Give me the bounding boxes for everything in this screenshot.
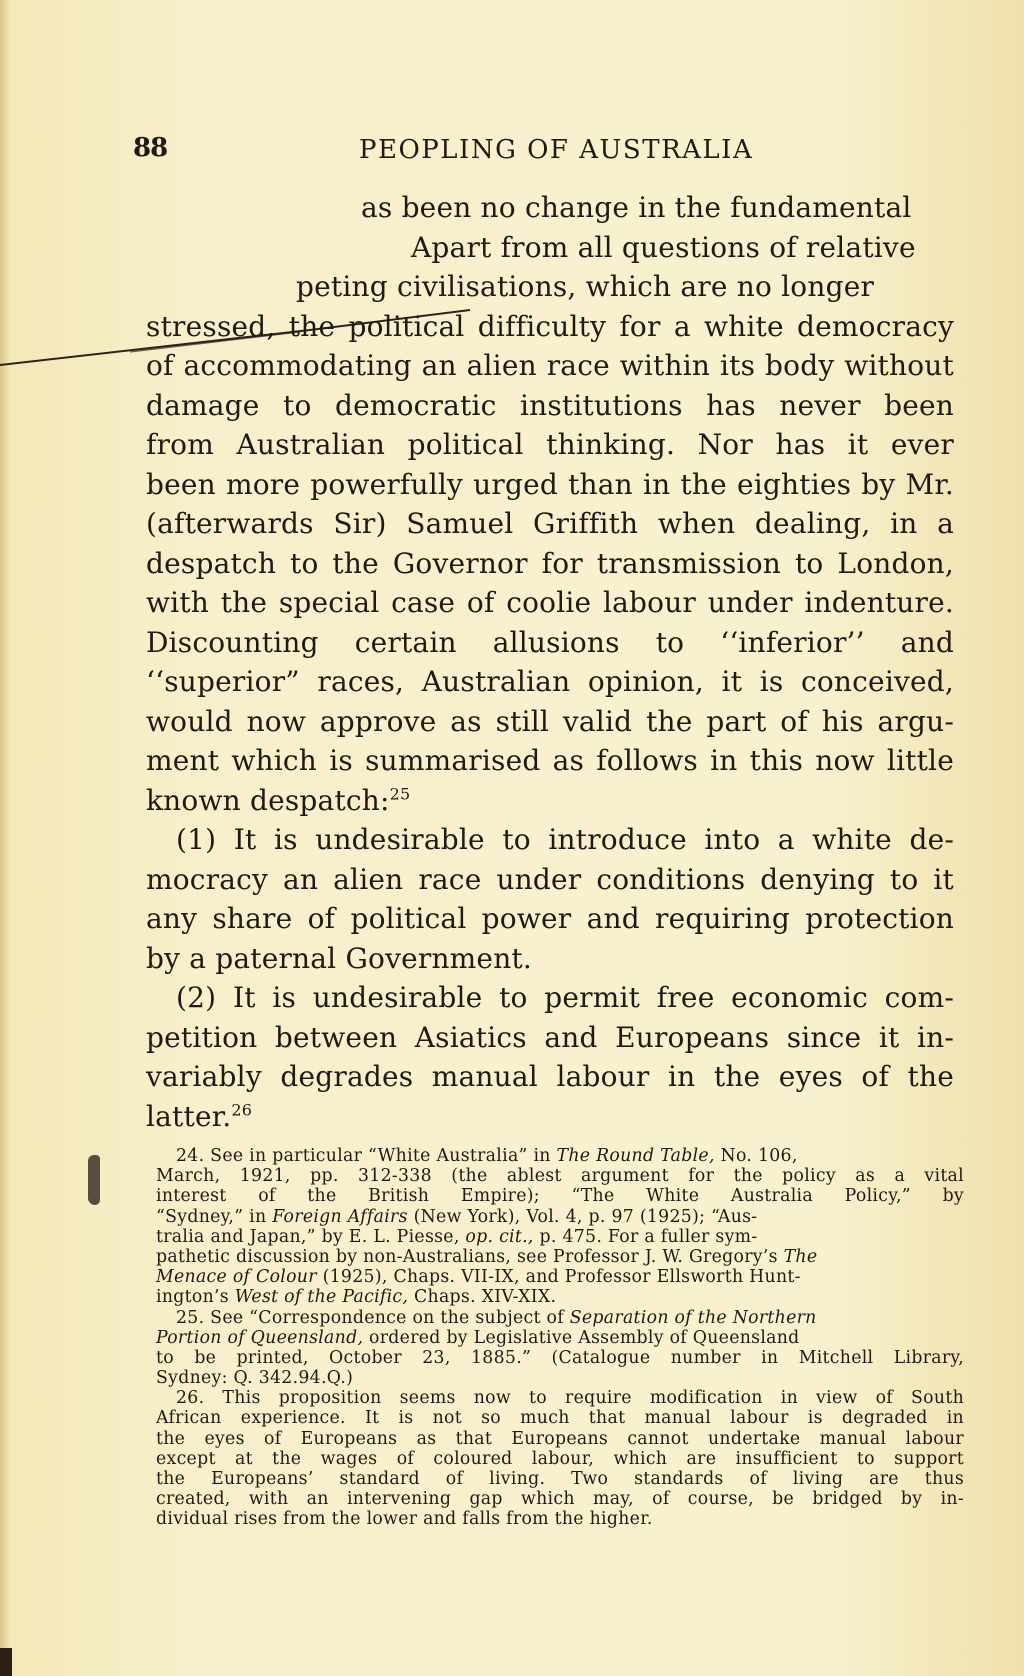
footnote-line: to be printed, October 23, 1885.” (Catalogue number in Mitchell Library, (156, 1347, 964, 1368)
body-line: damage to democratic institutions has never been (146, 388, 954, 422)
numbered-point-2: (2) It is undesirable to permit free economic com- (176, 981, 954, 1014)
footnote-text: Chaps. XIV-XIX. (414, 1287, 557, 1308)
footnote-26: 26. This proposition seems now to require modification in view of South (176, 1388, 964, 1409)
body-line: Apart from all questions of relative (411, 230, 916, 264)
body-line: despatch to the Governor for transmission to London, (146, 546, 954, 580)
footnote-line (156, 1227, 964, 1247)
footnote-text: pathetic discussion by non-Australians, see Professor J. W. Gregory’s (156, 1246, 778, 1267)
document-title: Portion of Queensland, (156, 1327, 364, 1348)
body-line (146, 1097, 954, 1137)
body-line: as been no change in the fundamental (361, 191, 912, 224)
page-number: 88 (133, 133, 168, 163)
footnote-text: “Sydney,” in (156, 1206, 267, 1227)
footnote-line (156, 1247, 964, 1267)
body-line: mocracy an alien race under conditions denying to it (146, 862, 954, 896)
body-line: been more powerfully urged than in the eighties by Mr. (146, 467, 954, 501)
footnote-text: 25. See “Correspondence on the subject of (176, 1307, 564, 1328)
body-line: (afterwards Sir) Samuel Griffith when dealing, in a (146, 507, 954, 540)
body-line: ment which is summarised as follows in this now little (146, 744, 954, 777)
footnote-line: interest of the British Empire); “The White Australia Policy,” by (156, 1186, 964, 1207)
footnote-line (156, 1207, 964, 1227)
book-title: The (783, 1246, 818, 1267)
running-head: PEOPLING OF AUSTRALIA (359, 135, 754, 165)
footnote-text: (1925), Chaps. VII-IX, and Professor Ellsworth Hunt- (322, 1267, 801, 1288)
body-line: Discounting certain allusions to ‘‘inferior’’ and (146, 625, 954, 659)
body-line: ‘‘superior” races, Australian opinion, it is conceived, (146, 665, 954, 698)
body-line (146, 267, 954, 307)
partial-word: peting (296, 270, 388, 303)
footnote-line: except at the wages of coloured labour, which are insufficient to support (156, 1448, 964, 1469)
footnote-line (156, 1287, 964, 1307)
body-line-text: civilisations, which are no longer (396, 270, 875, 303)
body-line: petition between Asiatics and Europeans since it in- (146, 1020, 954, 1054)
footnote-line: the Europeans’ standard of living. Two standards of living are thus (156, 1469, 964, 1489)
footnote-line (156, 1328, 964, 1348)
footnote-line: the eyes of Europeans as that Europeans cannot undertake manual labour (156, 1428, 964, 1449)
footnote-line (156, 1267, 964, 1287)
page-header (133, 133, 953, 173)
journal-title: The Round Table, (556, 1146, 715, 1166)
footnote-line: created, with an intervening gap which may, of course, be bridged by in- (156, 1489, 964, 1510)
body-line: with the special case of coolie labour under indenture. (146, 586, 954, 619)
body-line: from Australian political thinking. Nor has it ever (146, 428, 954, 461)
footnote-24 (156, 1146, 964, 1166)
body-line: of accommodating an alien race within its body without (146, 349, 954, 382)
body-line (146, 781, 954, 821)
body-text (146, 188, 954, 1136)
citation-abbrev: op. cit., (465, 1226, 534, 1247)
numbered-point-1: (1) It is undesirable to introduce into a white de- (176, 823, 954, 856)
footnote-line: Sydney: Q. 342.94.Q.) (156, 1368, 354, 1389)
footnotes (156, 1146, 964, 1530)
footnote-marker-25: 25 (389, 784, 411, 804)
journal-title: Foreign Affairs (272, 1206, 408, 1227)
footnote-text: ington’s (156, 1287, 229, 1308)
page-corner-mark (0, 1648, 12, 1676)
body-line: stressed, the political difficulty for a white democracy (146, 309, 954, 343)
footnote-text: ordered by Legislative Assembly of Queensland (369, 1327, 800, 1348)
body-line: variably degrades manual labour in the eyes of the (146, 1060, 954, 1093)
body-line: would now approve as still valid the part of his argu- (146, 704, 954, 738)
body-line: by a paternal Government. (146, 941, 532, 975)
body-line-text: known despatch: (146, 783, 390, 817)
document-title: Separation of the Northern (569, 1307, 817, 1328)
footnote-25 (156, 1308, 964, 1328)
book-title: West of the Pacific, (234, 1287, 409, 1308)
footnote-marker-26: 26 (231, 1100, 253, 1120)
footnote-line: March, 1921, pp. 312-338 (the ablest argument for the policy as a vital (156, 1166, 964, 1187)
body-line-text: latter. (146, 1099, 232, 1133)
footnote-text: 24. See in particular “White Australia” in (176, 1146, 551, 1166)
footnote-text: No. 106, (720, 1146, 798, 1166)
footnote-line: African experience. It is not so much that manual labour is degraded in (156, 1408, 964, 1429)
footnote-line: dividual rises from the lower and falls from the higher. (156, 1509, 653, 1530)
ink-blot-mark (88, 1155, 100, 1205)
footnote-text: p. 475. For a fuller sym- (539, 1226, 758, 1247)
page-edge-shadow (0, 0, 10, 1676)
footnote-text: tralia and Japan,” by E. L. Piesse, (156, 1226, 460, 1247)
footnote-text: (New York), Vol. 4, p. 97 (1925); “Aus- (413, 1206, 758, 1227)
body-line: any share of political power and requiring protection (146, 902, 954, 935)
book-title: Menace of Colour (156, 1267, 317, 1288)
